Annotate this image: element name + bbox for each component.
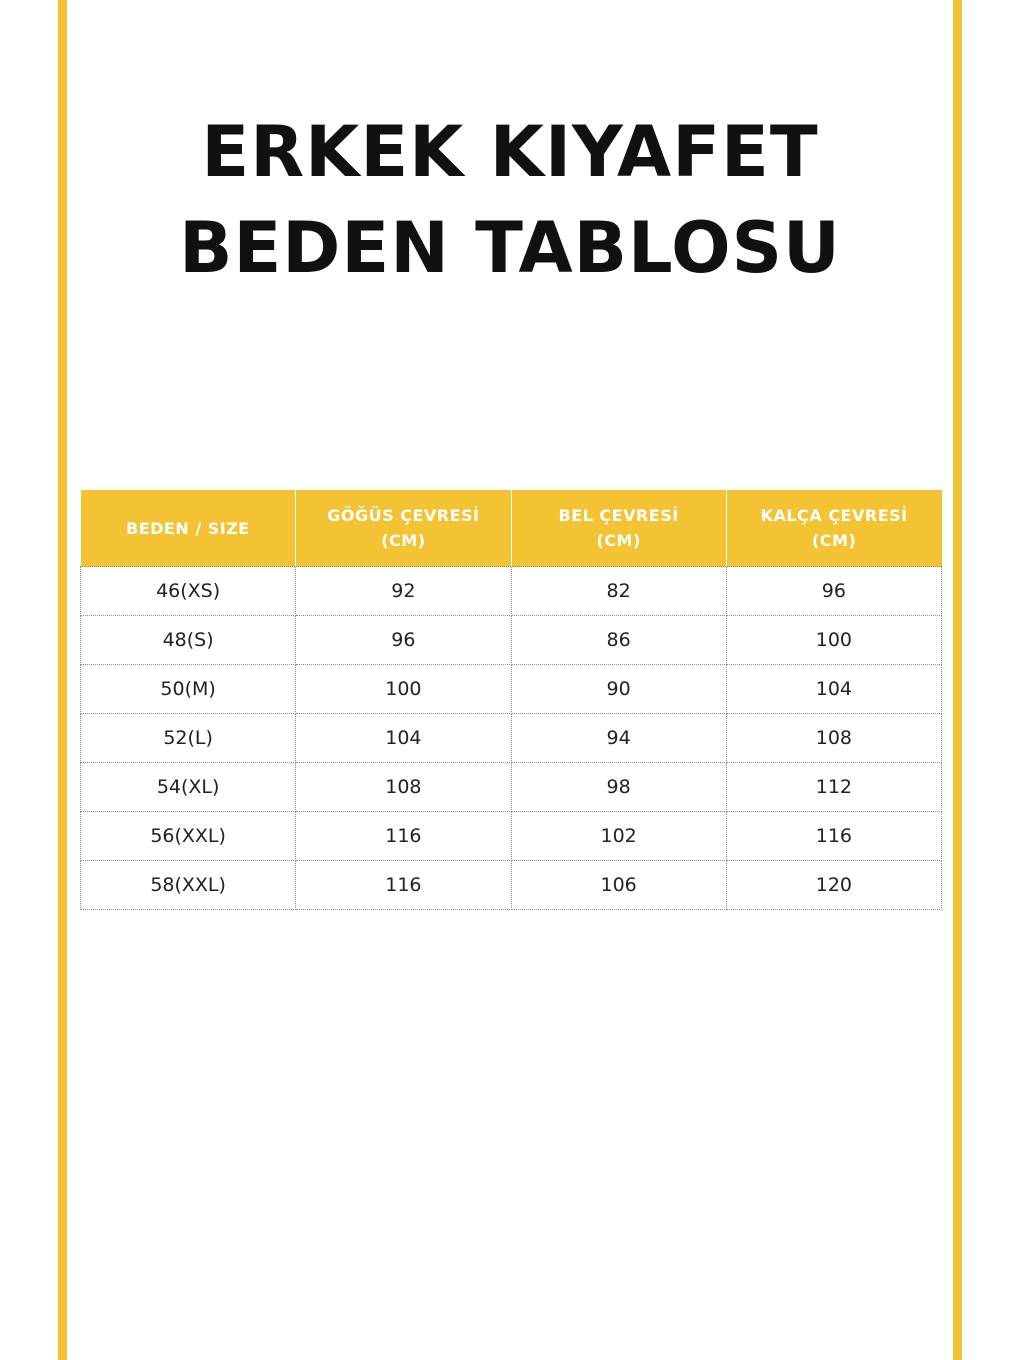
table-row — [81, 714, 942, 763]
header-hip-unit: (CM) — [811, 531, 857, 550]
header-waist-unit: (CM) — [596, 531, 641, 550]
cell-size: 58(XXL) — [81, 861, 296, 910]
cell-hip: 108 — [726, 714, 941, 763]
cell-hip: 100 — [726, 616, 941, 665]
table-row — [81, 665, 942, 714]
cell-waist: 98 — [511, 763, 726, 812]
page-title — [0, 104, 1020, 296]
cell-chest: 100 — [296, 665, 511, 714]
cell-hip: 116 — [726, 812, 941, 861]
cell-waist: 106 — [511, 861, 726, 910]
cell-size: 52(L) — [81, 714, 296, 763]
cell-chest: 104 — [296, 714, 511, 763]
size-table — [80, 490, 942, 910]
cell-hip: 112 — [726, 763, 941, 812]
cell-waist: 94 — [511, 714, 726, 763]
cell-waist: 90 — [511, 665, 726, 714]
title-line-2: BEDEN TABLOSU — [179, 207, 841, 289]
cell-waist: 102 — [511, 812, 726, 861]
cell-hip: 120 — [726, 861, 941, 910]
cell-size: 48(S) — [81, 616, 296, 665]
cell-chest: 96 — [296, 616, 511, 665]
table-row — [81, 763, 942, 812]
cell-waist: 82 — [511, 567, 726, 616]
header-hip-label: KALÇA ÇEVRESİ — [760, 506, 908, 525]
cell-hip: 96 — [726, 567, 941, 616]
cell-size: 56(XXL) — [81, 812, 296, 861]
header-size-label: BEDEN / SIZE — [126, 518, 250, 538]
table-header-row — [81, 490, 942, 567]
cell-waist: 86 — [511, 616, 726, 665]
cell-chest: 116 — [296, 812, 511, 861]
cell-chest: 116 — [296, 861, 511, 910]
cell-hip: 104 — [726, 665, 941, 714]
header-hip — [726, 490, 941, 567]
table-row — [81, 616, 942, 665]
table-row — [81, 567, 942, 616]
cell-size: 50(M) — [81, 665, 296, 714]
cell-size: 46(XS) — [81, 567, 296, 616]
header-size — [81, 490, 296, 567]
cell-chest: 92 — [296, 567, 511, 616]
cell-chest: 108 — [296, 763, 511, 812]
header-chest-label: GÖĞÜS ÇEVRESİ — [327, 506, 480, 525]
cell-size: 54(XL) — [81, 763, 296, 812]
header-waist — [511, 490, 726, 567]
header-chest-unit: (CM) — [381, 531, 426, 550]
table-row — [81, 861, 942, 910]
table-row — [81, 812, 942, 861]
title-line-1: ERKEK KIYAFET — [201, 111, 819, 193]
header-waist-label: BEL ÇEVRESİ — [558, 506, 679, 525]
header-chest — [296, 490, 511, 567]
